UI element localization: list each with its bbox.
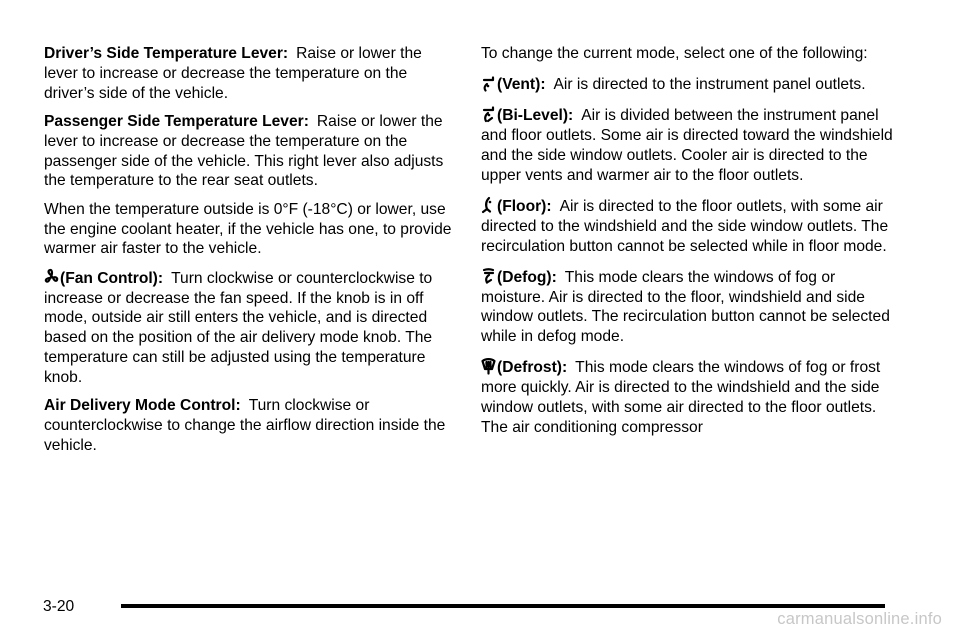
defog-mode-paragraph bbox=[481, 267, 901, 347]
floor-mode-paragraph bbox=[481, 196, 901, 256]
passenger-lever-text: Raise or lower the lever to increase or decrease the temperature on the passenger side of the vehicle. This right lever also adjusts the temperature to the rear seat outlets. bbox=[44, 112, 444, 190]
passenger-lever-term: Passenger Side Temperature Lever: bbox=[44, 112, 309, 130]
bi-level-mode-icon bbox=[481, 105, 496, 123]
defrost-mode-term: (Defrost): bbox=[497, 359, 568, 377]
mode-intro: To change the current mode, select one of the following: bbox=[481, 45, 868, 62]
vent-mode-icon bbox=[481, 74, 496, 92]
defog-mode-term: (Defog): bbox=[497, 268, 557, 286]
bi-level-mode-term: (Bi-Level): bbox=[497, 107, 574, 125]
bi-level-mode-paragraph bbox=[481, 105, 901, 185]
defrost-mode-text: This mode clears the windows of fog or frost more quickly. Air is directed to the windshield and the side window outlets, with some air directed to the floor outlets. The air conditioning compressor bbox=[481, 359, 881, 436]
cold-weather-paragraph: When the temperature outside is 0°F (-18°C) or lower, use the engine coolant heater, if the vehicle has one, to provide warmer air faster to the vehicle. bbox=[44, 200, 452, 258]
mode-control-term: Air Delivery Mode Control: bbox=[44, 397, 241, 415]
defrost-mode-icon bbox=[481, 357, 496, 375]
defrost-mode-paragraph bbox=[481, 357, 901, 437]
driver-lever-term: Driver’s Side Temperature Lever: bbox=[44, 45, 289, 62]
mode-control-paragraph bbox=[44, 396, 458, 455]
floor-mode-text: Air is directed to the floor outlets, with some air directed to the windshield and the side window outlets. The recirculation button cannot be selected while in floor mode. bbox=[481, 197, 889, 255]
driver-lever-paragraph bbox=[44, 44, 458, 103]
right-column bbox=[481, 44, 901, 448]
fan-control-term: (Fan Control): bbox=[60, 269, 164, 287]
passenger-lever-paragraph bbox=[44, 112, 458, 191]
footer-rule bbox=[121, 604, 885, 608]
fan-control-text: Turn clockwise or counterclockwise to increase or decrease the fan speed. If the knob is in off mode, outside air still enters the vehicle, and is directed based on the position of the air delivery mode knob. The temperature can still be adjusted using the temperature knob. bbox=[44, 269, 433, 386]
floor-mode-icon bbox=[481, 196, 496, 214]
watermark: carmanualsonline.info bbox=[777, 610, 942, 628]
vent-mode-term: (Vent): bbox=[497, 76, 546, 94]
left-column bbox=[44, 44, 458, 464]
fan-control-paragraph bbox=[44, 268, 458, 388]
page-number: 3-20 bbox=[43, 598, 75, 615]
bi-level-mode-text: Air is divided between the instrument panel and floor outlets. Some air is directed toward the windshield and the side window outlets. Cooler air is directed to the upper vents and warmer air to the floor outlets. bbox=[481, 107, 893, 184]
floor-mode-term: (Floor): bbox=[497, 197, 552, 215]
mode-control-text: Turn clockwise or counterclockwise to change the airflow direction inside the vehicle. bbox=[44, 397, 446, 454]
defog-mode-icon bbox=[481, 267, 496, 285]
vent-mode-paragraph bbox=[481, 74, 901, 95]
driver-lever-text: Raise or lower the lever to increase or decrease the temperature on the driver’s side of the vehicle. bbox=[44, 45, 422, 102]
vent-mode-text: Air is directed to the instrument panel outlets. bbox=[553, 76, 866, 94]
fan-icon bbox=[44, 268, 59, 286]
defog-mode-text: This mode clears the windows of fog or moisture. Air is directed to the floor, windshield and side window outlets. The recirculation button cannot be selected while in defog mode. bbox=[481, 268, 890, 346]
